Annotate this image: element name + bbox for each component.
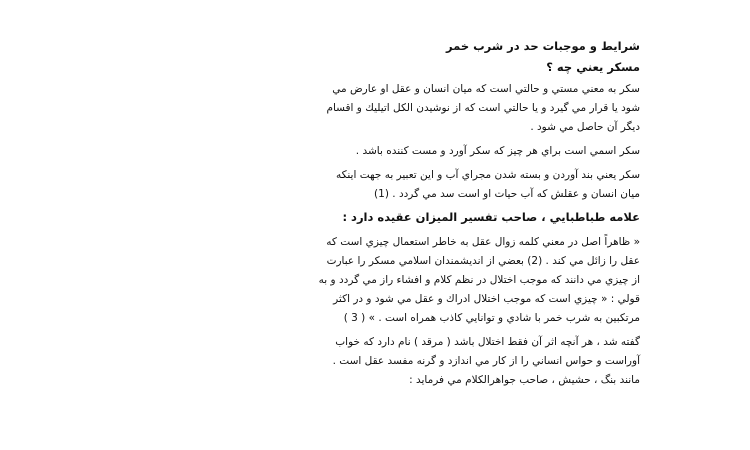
paragraph-sokr-definition: [120, 80, 640, 137]
paragraph-sokr-noun: [120, 142, 640, 161]
paragraph-tabatabai-quote: [120, 233, 640, 328]
paragraph-line: سكر اسمي است براي هر چيز كه سكر آورد و مست كننده باشد .: [355, 145, 640, 157]
paragraph-line: مرتكبين به شرب خمر با شادي و توانايي كاذب همراه است . » ( 3 ): [343, 312, 640, 324]
document-page: [120, 38, 640, 390]
paragraph-line: قولي : « چيزي است كه موجب اختلال ادراك و عقل مي شود و در اكثر: [333, 293, 640, 305]
paragraph-line: سكر يعني بند آوردن و بسته شدن مجراي آب و اين تعبير به جهت اينكه: [335, 169, 640, 181]
paragraph-line: سكر به معني مستي و حالتي است كه ميان انسان و عقل او عارض مي: [332, 83, 640, 95]
paragraph-sokr-blocking: [120, 166, 640, 204]
section-heading-tabatabai: علامه طباطبايي ، صاحب تفسير الميزان عقيده دارد :: [342, 210, 640, 224]
paragraph-line: عقل را زائل مي كند . (2) بعضي از انديشمندان اسلامي مسكر را عبارت: [326, 255, 640, 267]
document-title: شرايط و موجبات حد در شرب خمر: [445, 39, 640, 53]
paragraph-line: ميان انسان و عقلش كه آب حيات او است سد مي گردد . (1): [374, 188, 640, 200]
document-subtitle: مسكر يعني چه ؟: [546, 60, 640, 74]
paragraph-line: از چيزي مي دانند كه موجب اختلال در نظم كلام و افشاء راز مي گردد و به: [318, 274, 640, 286]
paragraph-line: گفته شد ، هر آنچه اثر آن فقط اختلال باشد ( مرقد ) نام دارد كه خواب: [335, 336, 640, 348]
paragraph-line: آوراست و حواس انساني را از كار مي اندازد و گرنه مفسد عقل است .: [332, 355, 640, 367]
paragraph-line: ديگر آن حاصل مي شود .: [530, 121, 640, 133]
paragraph-line: شود يا قرار مي گيرد و يا حالتي است كه از نوشيدن الكل اتيليك و اقسام: [326, 102, 640, 114]
paragraph-marqad: [120, 333, 640, 390]
paragraph-line: مانند بنگ ، حشيش ، صاحب جواهرالكلام مي فرمايد :: [409, 374, 640, 386]
paragraph-line: « ظاهراً اصل در معني كلمه زوال عقل به خاطر استعمال چيزي است كه: [326, 236, 640, 248]
